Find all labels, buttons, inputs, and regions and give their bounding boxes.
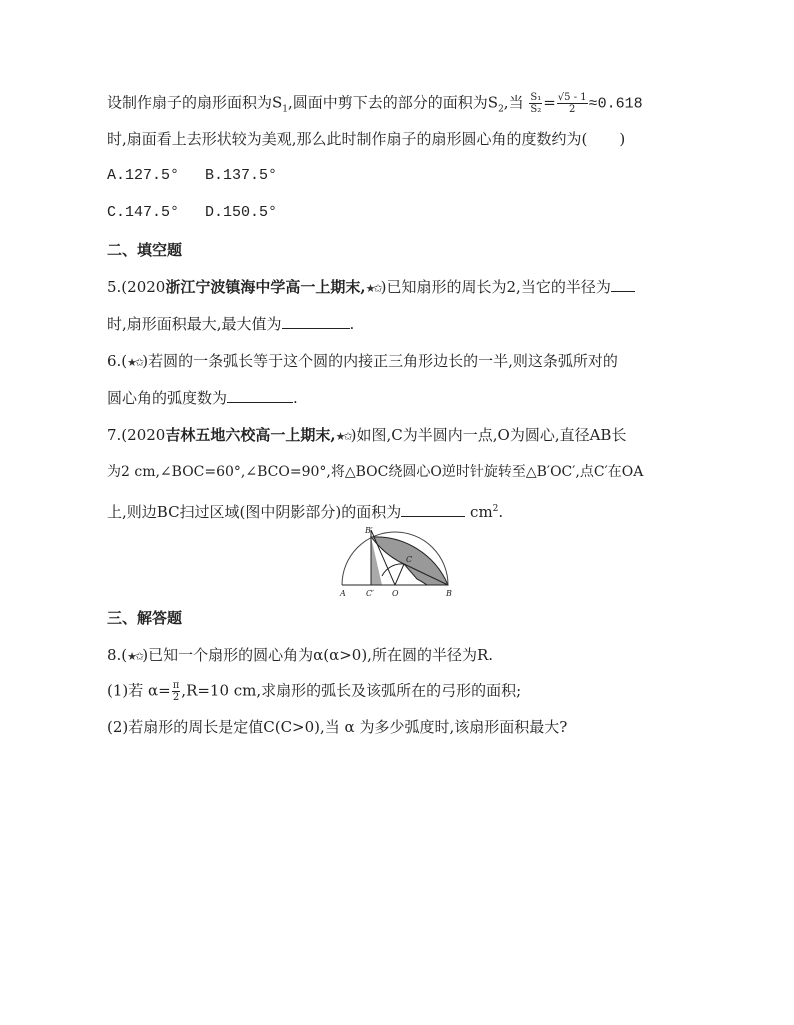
q7-line2: 为2 cm,∠BOC=60°,∠BCO=90°,将△BOC绕圆心O逆时针旋转至△B′OC′,点C′在OA [107, 464, 644, 480]
q4-line2: 时,扇面看上去形状较为美观,那么此时制作扇子的扇形圆心角的度数约为( ) [107, 130, 626, 148]
q5-line1: 5.(2020浙江宁波镇海中学高一上期末,★✩)已知扇形的周长为2,当它的半径为 [107, 277, 635, 299]
q8-part2: (2)若扇形的周长是定值C(C>0),当 α 为多少弧度时,该扇形面积最大? [107, 718, 568, 736]
star-rating-icon: ★✩ [365, 282, 381, 295]
option-c: C.147.5° [107, 204, 180, 221]
q5-blank-radius[interactable] [611, 277, 635, 292]
section-fill-in-title: 二、填空题 [107, 241, 183, 259]
section-answer-title: 三、解答题 [107, 609, 183, 627]
q6-line1: 6.(★✩)若圆的一条弧长等于这个圆的内接正三角形边长的一半,则这条弧所对的 [107, 351, 618, 373]
option-a: A.127.5° [107, 167, 180, 184]
fraction-pi-over-2: $\frac{\pi}{2}$ [172, 680, 180, 703]
q7-line3: 上,则边BC扫过区域(图中阴影部分)的面积为 $cm^2$. [107, 503, 504, 521]
label-c-prime: C′ [366, 589, 374, 598]
q5-blank-max-area[interactable] [282, 314, 350, 329]
q8-stem: 8.(★✩)已知一个扇形的圆心角为α(α>0),所在圆的半径为R. [107, 645, 493, 667]
label-o: O [392, 589, 399, 598]
inner-arc [382, 564, 404, 576]
q6-blank-radian[interactable] [227, 388, 293, 403]
q7-line1: 7.(2020吉林五地六校高一上期末,★✩)如图,C为半圆内一点,O为圆心,直径AB长 [107, 425, 626, 447]
q4-options-cd [107, 203, 277, 223]
q5-line2: 时,扇形面积最大,最大值为 . [107, 315, 355, 333]
q7-blank-area[interactable] [401, 502, 465, 517]
label-a: A [340, 589, 346, 598]
fraction-s1-s2: $\frac{\text{S₁}}{\text{S₂}}$ [530, 92, 542, 115]
q6-line2: 圆心角的弧度数为 . [107, 389, 298, 407]
q4-options-ab [107, 166, 277, 186]
fraction-golden: $\frac{√5 - 1}{2}$ [557, 92, 587, 115]
star-rating-icon: ★✩ [127, 356, 143, 369]
star-rating-icon: ★✩ [127, 650, 143, 663]
option-d: D.150.5° [205, 204, 278, 221]
label-b-prime: B′ [365, 526, 373, 535]
option-b: B.137.5° [205, 167, 278, 184]
star-rating-icon: ★✩ [335, 430, 351, 443]
semicircle-figure [330, 524, 460, 598]
segment-o-c [395, 564, 404, 585]
label-b: B [446, 589, 452, 598]
q8-part1: (1)若 α= $\frac{\pi}{2}$ ,R=10 cm,求扇形的弧长及该弧所在的弓形的面积; [107, 680, 522, 703]
label-c: C [406, 555, 413, 564]
q4-line1: 设制作扇子的扇形面积为$S_1$,圆面中剪下去的部分的面积为$S_2$,当 $\frac{\text{S₁}}{\text{S₂}}$ = $\frac{√5 - 1}{2}$ ≈0.618 [107, 92, 643, 115]
